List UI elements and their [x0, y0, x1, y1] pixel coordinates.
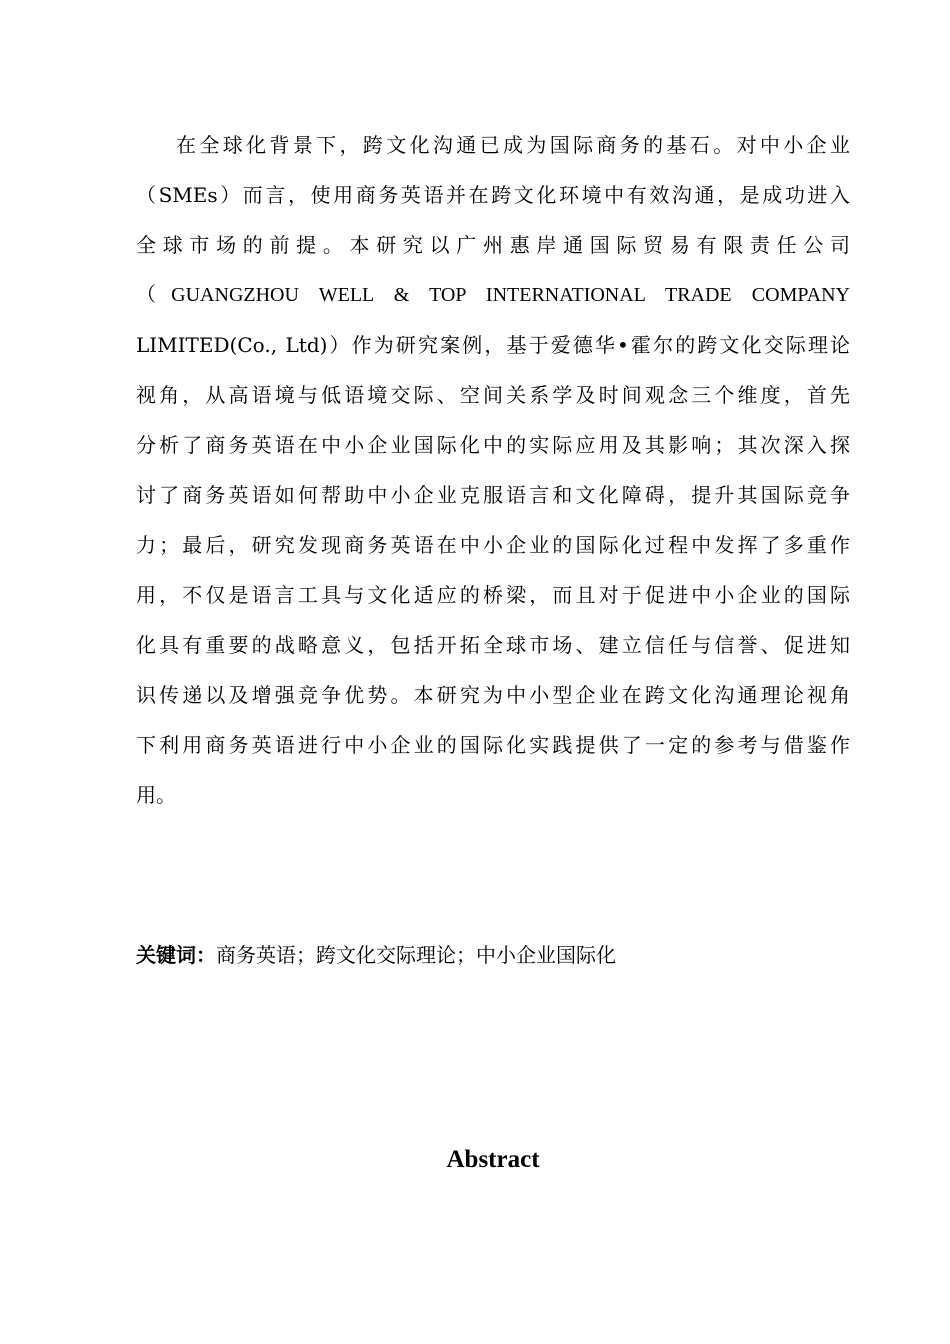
- abstract-line-12: 识传递以及增强竞争优势。本研究为中小型企业在跨文化沟通理论视角: [136, 683, 850, 707]
- english-abstract-heading: Abstract: [446, 1146, 540, 1173]
- abstract-line-7: 分析了商务英语在中小企业国际化中的实际应用及其影响；其次深入探: [136, 433, 850, 457]
- keywords-line: [136, 930, 850, 980]
- abstract-line-1: 在全球化背景下，跨文化沟通已成为国际商务的基石。对中小企业: [176, 133, 850, 157]
- abstract-line-3: 全球市场的前提。本研究以广州惠岸通国际贸易有限责任公司: [136, 233, 850, 257]
- abstract-line-11: 化具有重要的战略意义，包括开拓全球市场、建立信任与信誉、促进知: [136, 633, 850, 657]
- abstract-line-14: 用。: [136, 783, 176, 807]
- abstract-line-13: 下利用商务英语进行中小企业的国际化实践提供了一定的参考与借鉴作: [136, 733, 850, 757]
- chinese-abstract-body: [136, 120, 850, 820]
- abstract-line-6: 视角，从高语境与低语境交际、空间关系学及时间观念三个维度，首先: [136, 383, 850, 407]
- abstract-line-5: LIMITED(Co., Ltd)）作为研究案例，基于爱德华•霍尔的跨文化交际理论: [136, 333, 850, 357]
- abstract-line-8: 讨了商务英语如何帮助中小企业克服语言和文化障碍，提升其国际竞争: [136, 483, 850, 507]
- abstract-line-9: 力；最后，研究发现商务英语在中小企业的国际化过程中发挥了多重作: [136, 533, 850, 557]
- abstract-line-10: 用，不仅是语言工具与文化适应的桥梁，而且对于促进中小企业的国际: [136, 583, 850, 607]
- abstract-line-2: （SMEs）而言，使用商务英语并在跨文化环境中有效沟通，是成功进入: [136, 183, 850, 207]
- abstract-line-4: （GUANGZHOU WELL & TOP INTERNATIONAL TRADE COMPANY: [136, 284, 850, 306]
- keywords-label: 关键词：: [136, 943, 216, 967]
- keywords-value: 商务英语；跨文化交际理论；中小企业国际化: [216, 943, 616, 967]
